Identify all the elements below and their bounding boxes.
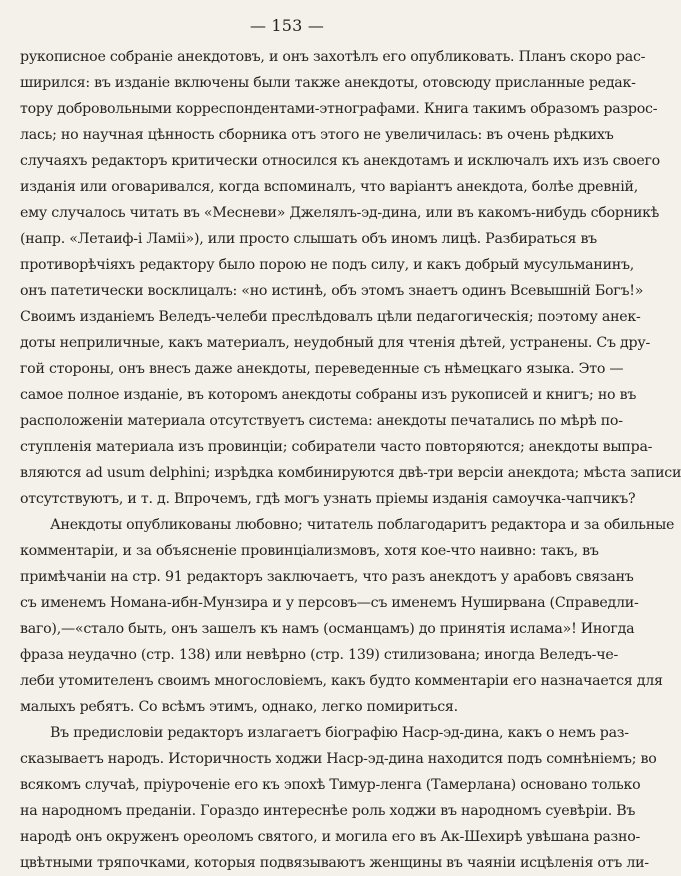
text-line: отсутствуютъ, и т. д. Впрочемъ, гдѣ могъ узнать пріемы изданія самоучка-чапчикъ? <box>20 491 636 507</box>
text-line: самое полное изданіе, въ которомъ анекдоты собраны изъ рукописей и книгъ; но въ <box>20 387 637 403</box>
text-line: случаяхъ редакторъ критически относился къ анекдотамъ и исключалъ ихъ изъ своего <box>20 153 660 169</box>
text-line: ширился: въ изданіе включены были также анекдоты, отовсюду присланные редак- <box>20 75 636 91</box>
page-number: — 153 — <box>249 16 325 35</box>
text-line: съ именемъ Номана-ибн-Мунзира и у персовъ—съ именемъ Нуширвана (Справедли- <box>20 595 639 611</box>
text-line: доты неприличные, какъ материалъ, неудобный для чтенія дѣтей, устранены. Съ дру- <box>20 335 650 351</box>
text-line: народѣ онъ окруженъ ореоломъ святого, и могила его въ Ак-Шехирѣ увѣшана разно- <box>20 829 641 845</box>
text-line: малыхъ ребятъ. Со всѣмъ этимъ, однако, легко помириться. <box>20 699 458 715</box>
text-line: вляются ad usum delphini; изрѣдка комбинируются двѣ-три версіи анекдота; мѣста записи <box>20 465 681 481</box>
text-line: противорѣчіяхъ редактору было порою не подъ силу, и какъ добрый мусульманинъ, <box>20 257 635 273</box>
text-line: леби утомителенъ своимъ многословіемъ, какъ будто комментаріи его назначается для <box>20 673 663 689</box>
text-line: фраза неудачно (стр. 138) или невѣрно (стр. 139) стилизована; иногда Веледъ-че- <box>20 647 619 663</box>
text-line: на народномъ преданіи. Гораздо интереснѣе роль ходжи въ народномъ суевѣріи. Въ <box>20 803 636 819</box>
text-line: сказываетъ народъ. Историчность ходжи Наср-эд-дина находится подъ сомнѣніемъ; во <box>20 751 657 767</box>
text-line: комментаріи, и за объясненіе провинціализмовъ, хотя кое-что наивно: такъ, въ <box>20 543 599 559</box>
text-line: рукописное собраніе анекдотовъ, и онъ захотѣлъ его опубликовать. Планъ скоро рас- <box>20 49 646 65</box>
text-line: ваго),—«стало быть, онъ зашелъ къ намъ (османцамъ) до принятія ислама»! Иногда <box>20 621 635 637</box>
text-line: цвѣтными тряпочками, которыя подвязываютъ женщины въ чаяніи исцѣленія отъ ли- <box>20 855 649 871</box>
text-line: (напр. «Летаиф-і Ламіі»), или просто слышать объ иномъ лицѣ. Разбираться въ <box>20 231 597 247</box>
text-line: ему случалось читать въ «Месневи» Джелялъ-эд-дина, или въ какомъ-нибудь сборникѣ <box>20 205 660 221</box>
text-line: Анекдоты опубликованы любовно; читатель поблагодаритъ редактора и за обильные <box>50 517 675 533</box>
text-line: изданія или оговаривался, когда вспоминалъ, что варіантъ анекдота, болѣе древній, <box>20 179 638 195</box>
text-line: примѣчаніи на стр. 91 редакторъ заключаетъ, что разъ анекдотъ у арабовъ связанъ <box>20 569 634 585</box>
text-line: тору добровольными корреспондентами-этнографами. Книга такимъ образомъ разрос- <box>20 101 658 117</box>
text-line: ступленія материала изъ провинціи; собиратели часто повторяются; анекдоты выпра- <box>20 439 653 455</box>
text-line: расположеніи материала отсутствуетъ система: анекдоты печатались по мѣрѣ по- <box>20 413 623 429</box>
text-line: гой стороны, онъ внесъ даже анекдоты, переведенные съ нѣмецкаго языка. Это — <box>20 361 624 377</box>
text-line: Своимъ изданіемъ Веледъ-челеби преслѣдовалъ цѣли педагогическія; поэтому анек- <box>20 309 641 325</box>
text-line: онъ патетически восклицалъ: «но истинѣ, объ этомъ знаетъ одинъ Всевышній Богъ!» <box>20 283 644 299</box>
text-line: лась; но научная цѣнность сборника отъ этого не увеличилась: въ очень рѣдкихъ <box>20 127 614 143</box>
text-line: всякомъ случаѣ, пріуроченіе его къ эпохѣ Тимур-ленга (Тамерлана) основано только <box>20 777 641 793</box>
text-line: Въ предисловіи редакторъ излагаетъ біографію Наср-эд-дина, какъ о немъ раз- <box>50 725 629 741</box>
